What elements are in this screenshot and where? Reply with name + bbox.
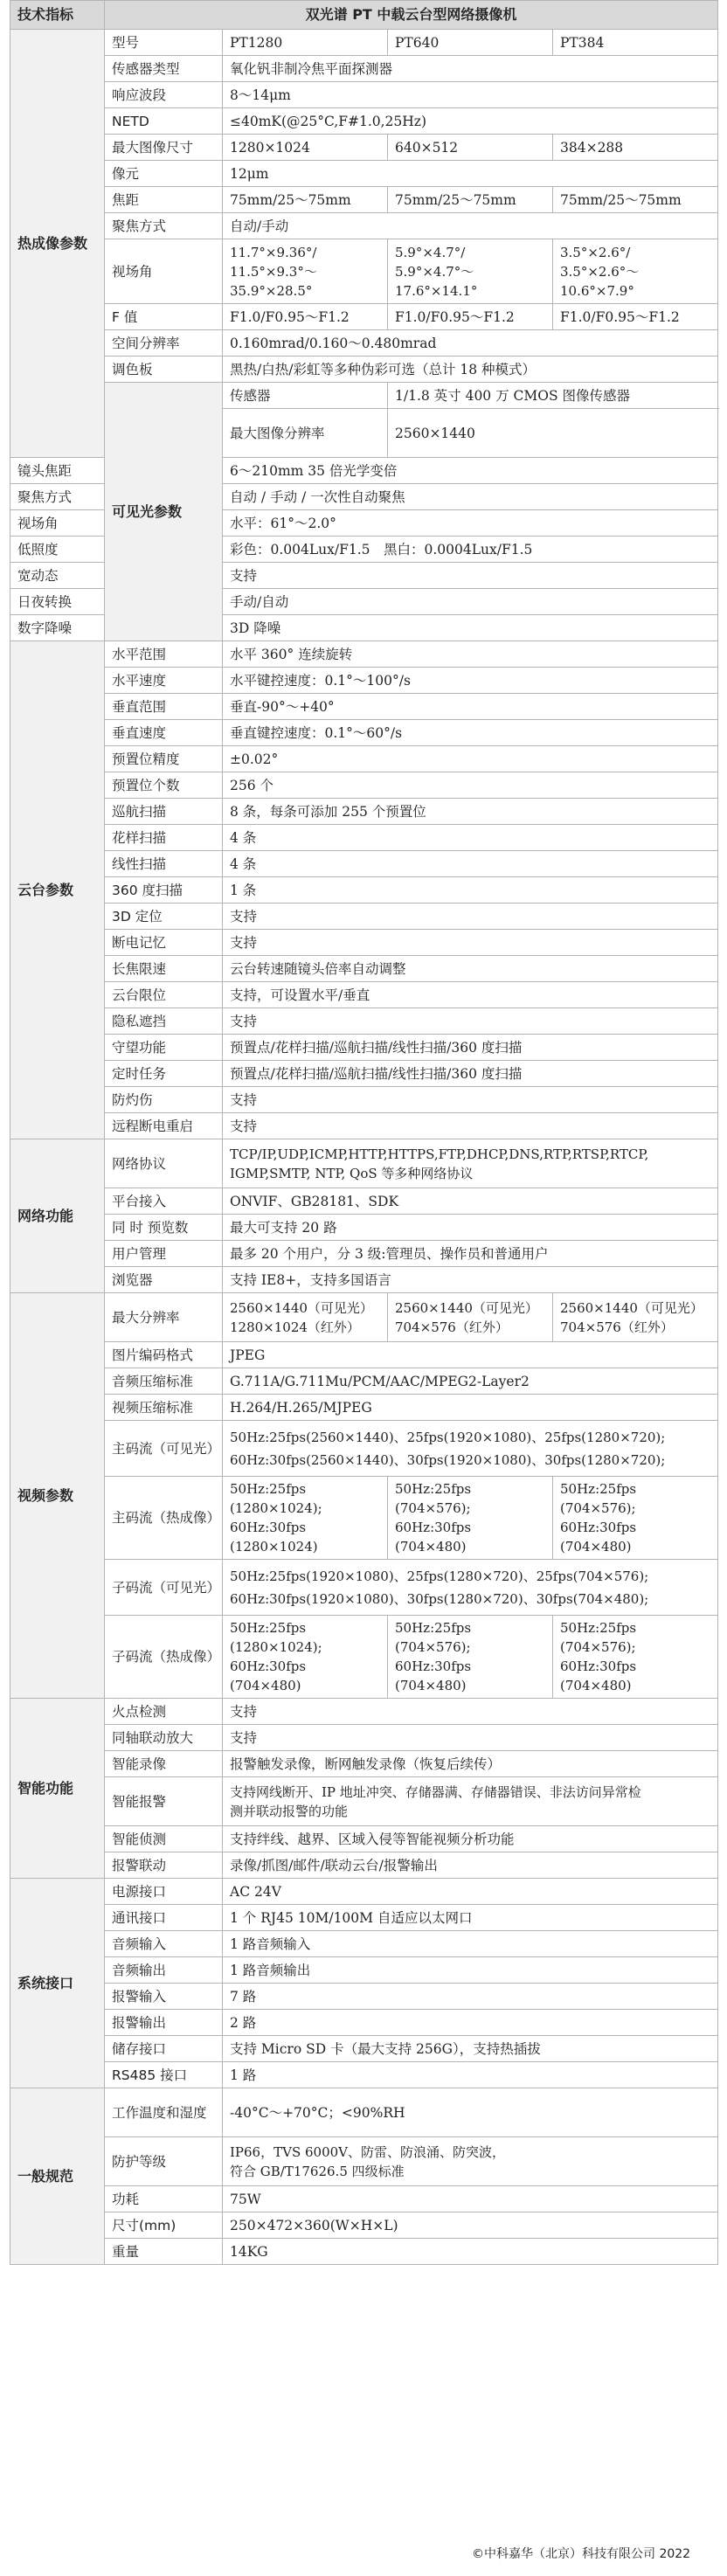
row-label: 3D 定位: [105, 904, 223, 930]
row-value: 预置点/花样扫描/巡航扫描/线性扫描/360 度扫描: [223, 1035, 718, 1061]
stream-line: 60Hz:30fps: [395, 1520, 472, 1535]
row-label: 垂直范围: [105, 694, 223, 720]
category-network: 网络功能: [10, 1139, 105, 1293]
table-row: [10, 1699, 718, 1725]
cell-value: 384×288: [553, 135, 718, 161]
row-label: 空间分辨率: [105, 330, 223, 357]
stream-line: (704×480): [395, 1539, 467, 1555]
table-row: [10, 383, 718, 409]
cell-value: [553, 1477, 718, 1560]
row-label: 像元: [105, 161, 223, 187]
table-row: [10, 1342, 718, 1368]
row-label: 水平范围: [105, 641, 223, 668]
cell-value: 75mm/25～75mm: [223, 187, 388, 213]
cell-value: [223, 1616, 388, 1699]
copyright-footer: ©中科嘉华（北京）科技有限公司 2022: [472, 2547, 691, 2561]
row-label: 尺寸(mm): [105, 2212, 223, 2239]
row-value: H.264/H.265/MJPEG: [223, 1395, 718, 1421]
table-row: [10, 82, 718, 108]
row-value: -40°C～+70°C；<90%RH: [223, 2088, 718, 2137]
stream-line: 60Hz:30fps: [230, 1520, 307, 1535]
table-row: [10, 2088, 718, 2137]
row-label: 长焦限速: [105, 956, 223, 982]
table-row: [10, 30, 718, 56]
spec-table: [10, 0, 718, 2265]
row-label: 音频输出: [105, 1957, 223, 1984]
row-label: 传感器: [223, 383, 388, 409]
row-label: 响应波段: [105, 82, 223, 108]
table-row: [10, 1215, 718, 1241]
table-row: [10, 746, 718, 772]
table-row: [10, 930, 718, 956]
model-3: PT384: [553, 30, 718, 56]
stream-line: (1280×1024);: [230, 1639, 322, 1655]
row-value: 8 条，每条可添加 255 个预置位: [223, 799, 718, 825]
row-value: 4 条: [223, 851, 718, 877]
row-value: 自动/手动: [223, 213, 718, 239]
category-general: 一般规范: [10, 2088, 105, 2265]
row-value: G.711A/G.711Mu/PCM/AAC/MPEG2-Layer2: [223, 1368, 718, 1395]
row-label: 同轴联动放大: [105, 1725, 223, 1751]
stream-line: (704×480): [230, 1678, 301, 1693]
table-row: [10, 1879, 718, 1905]
table-row: [10, 1477, 718, 1560]
stream-line: (1280×1024);: [230, 1500, 322, 1516]
table-row: [10, 1395, 718, 1421]
row-value: 12μm: [223, 161, 718, 187]
cell-value: F1.0/F0.95～F1.2: [553, 304, 718, 330]
row-value: 手动/自动: [223, 589, 718, 615]
table-row: [10, 357, 718, 383]
row-value: 14KG: [223, 2239, 718, 2265]
category-smart: 智能功能: [10, 1699, 105, 1879]
row-label: 线性扫描: [105, 851, 223, 877]
row-label: 型号: [105, 30, 223, 56]
table-row: [10, 851, 718, 877]
cell-value: [553, 1616, 718, 1699]
stream-line: 60Hz:30fps: [560, 1658, 637, 1674]
row-value: 支持: [223, 1113, 718, 1139]
row-label: 宽动态: [10, 563, 105, 589]
table-row: [10, 330, 718, 357]
row-value: 支持: [223, 563, 718, 589]
table-row: [10, 187, 718, 213]
cell-value: [553, 239, 718, 304]
row-label: 智能报警: [105, 1777, 223, 1826]
row-label: 音频输入: [105, 1931, 223, 1957]
row-value: 8～14μm: [223, 82, 718, 108]
row-label: 视频压缩标准: [105, 1395, 223, 1421]
stream-line: 50Hz:25fps: [230, 1481, 307, 1497]
row-value: 自动 / 手动 / 一次性自动聚焦: [223, 484, 718, 510]
row-label: 预置位个数: [105, 772, 223, 799]
row-label: 守望功能: [105, 1035, 223, 1061]
row-value: 1/1.8 英寸 400 万 CMOS 图像传感器: [388, 383, 718, 409]
cell-value: [223, 1477, 388, 1560]
stream-line: 60Hz:30fps(2560×1440)、30fps(1920×1080)、30fps(1280×720);: [230, 1451, 666, 1468]
table-header: [10, 1, 718, 30]
row-label: 隐私遮挡: [105, 1008, 223, 1035]
table-row: [10, 2036, 718, 2062]
stream-line: (704×480): [560, 1678, 632, 1693]
category-interface: 系统接口: [10, 1879, 105, 2088]
model-1: PT1280: [223, 30, 388, 56]
cell-value: [388, 1477, 553, 1560]
table-row: [10, 1267, 718, 1293]
cell-value: [388, 1616, 553, 1699]
fov-line: 17.6°×14.1°: [395, 282, 478, 299]
stream-line: 50Hz:25fps: [560, 1620, 637, 1636]
table-row: [10, 1852, 718, 1879]
table-row: [10, 56, 718, 82]
res-line: 1280×1024（红外）: [230, 1319, 360, 1335]
res-line: 704×576（红外）: [395, 1319, 509, 1335]
row-label: 主码流（可见光）: [105, 1421, 223, 1477]
fov-line: 5.9°×4.7°～: [395, 263, 474, 280]
table-row: [10, 2010, 718, 2036]
table-row: [10, 1616, 718, 1699]
cell-value: [388, 239, 553, 304]
table-row: [10, 1061, 718, 1087]
row-label: 低照度: [10, 537, 105, 563]
fov-line: 5.9°×4.7°/: [395, 244, 466, 260]
protect-line: 符合 GB/T17626.5 四级标准: [230, 2163, 405, 2179]
stream-line: (704×576);: [560, 1500, 636, 1516]
table-row: [10, 239, 718, 304]
row-label: 音频压缩标准: [105, 1368, 223, 1395]
row-label: 重量: [105, 2239, 223, 2265]
stream-line: 50Hz:25fps: [395, 1620, 472, 1636]
row-label: 报警联动: [105, 1852, 223, 1879]
row-value: 6～210mm 35 倍光学变倍: [223, 458, 718, 484]
row-value: 支持: [223, 1087, 718, 1113]
row-value: JPEG: [223, 1342, 718, 1368]
table-row: [10, 2137, 718, 2186]
cell-value: 75mm/25～75mm: [388, 187, 553, 213]
stream-line: 50Hz:25fps: [560, 1481, 637, 1497]
row-value: ±0.02°: [223, 746, 718, 772]
table-row: [10, 1905, 718, 1931]
row-value: 氧化钒非制冷焦平面探测器: [223, 56, 718, 82]
table-row: [10, 1293, 718, 1342]
row-label: 功耗: [105, 2186, 223, 2212]
row-value: [223, 1777, 718, 1826]
cell-value: 75mm/25～75mm: [553, 187, 718, 213]
header-title: 双光谱 PT 中载云台型网络摄像机: [105, 1, 718, 30]
row-value: 报警触发录像，断网触发录像（恢复后续传）: [223, 1751, 718, 1777]
res-line: 2560×1440（可见光）: [230, 1299, 373, 1316]
table-row: [10, 1751, 718, 1777]
fov-line: 11.5°×9.3°～: [230, 263, 317, 280]
cell-value: 640×512: [388, 135, 553, 161]
stream-line: (704×576);: [395, 1500, 471, 1516]
row-label: 花样扫描: [105, 825, 223, 851]
table-row: [10, 135, 718, 161]
stream-line: 50Hz:25fps(2560×1440)、25fps(1920×1080)、25fps(1280×720);: [230, 1429, 666, 1445]
row-label: 360 度扫描: [105, 877, 223, 904]
row-value: 75W: [223, 2186, 718, 2212]
res-line: 2560×1440（可见光）: [560, 1299, 703, 1316]
row-label: 远程断电重启: [105, 1113, 223, 1139]
row-value: 支持: [223, 1008, 718, 1035]
row-value: ONVIF、GB28181、SDK: [223, 1188, 718, 1215]
row-label: 用户管理: [105, 1241, 223, 1267]
table-row: [10, 799, 718, 825]
row-label: 定时任务: [105, 1061, 223, 1087]
row-value: ≤40mK(@25°C,F#1.0,25Hz): [223, 108, 718, 135]
row-value: 最多 20 个用户，分 3 级:管理员、操作员和普通用户: [223, 1241, 718, 1267]
row-value: 1 路音频输出: [223, 1957, 718, 1984]
row-value: 2 路: [223, 2010, 718, 2036]
cell-value: [223, 1293, 388, 1342]
row-label: 子码流（可见光）: [105, 1560, 223, 1616]
table-row: [10, 161, 718, 187]
cell-value: 1280×1024: [223, 135, 388, 161]
row-label: 子码流（热成像）: [105, 1616, 223, 1699]
row-label: NETD: [105, 108, 223, 135]
row-value: 0.160mrad/0.160～0.480mrad: [223, 330, 718, 357]
table-row: [10, 1241, 718, 1267]
row-value: 垂直-90°～+40°: [223, 694, 718, 720]
row-value: 垂直键控速度：0.1°～60°/s: [223, 720, 718, 746]
cell-value: F1.0/F0.95～F1.2: [223, 304, 388, 330]
stream-line: 50Hz:25fps: [395, 1481, 472, 1497]
row-value: 1 个 RJ45 10M/100M 自适应以太网口: [223, 1905, 718, 1931]
stream-line: (1280×1024): [230, 1539, 318, 1555]
row-value: 支持绊线、越界、区域入侵等智能视频分析功能: [223, 1826, 718, 1852]
fov-line: 3.5°×2.6°/: [560, 244, 631, 260]
row-value: [223, 2137, 718, 2186]
row-label: 日夜转换: [10, 589, 105, 615]
table-row: [10, 1008, 718, 1035]
row-label: 巡航扫描: [105, 799, 223, 825]
table-row: [10, 1087, 718, 1113]
row-label: 智能录像: [105, 1751, 223, 1777]
table-row: [10, 694, 718, 720]
row-label: 主码流（热成像）: [105, 1477, 223, 1560]
row-label: 视场角: [105, 239, 223, 304]
row-value: 3D 降噪: [223, 615, 718, 641]
stream-line: (704×480): [560, 1539, 632, 1555]
table-row: [10, 956, 718, 982]
table-row: [10, 668, 718, 694]
stream-line: 50Hz:25fps(1920×1080)、25fps(1280×720)、25fps(704×576);: [230, 1568, 649, 1584]
table-row: [10, 2239, 718, 2265]
table-row: [10, 1777, 718, 1826]
row-label: 断电记忆: [105, 930, 223, 956]
table-row: [10, 904, 718, 930]
row-label: 聚焦方式: [105, 213, 223, 239]
row-label: 火点检测: [105, 1699, 223, 1725]
header-left: 技术指标: [10, 1, 105, 30]
row-label: 视场角: [10, 510, 105, 537]
category-visible: 可见光参数: [105, 383, 223, 641]
row-label: 防护等级: [105, 2137, 223, 2186]
res-line: 2560×1440（可见光）: [395, 1299, 538, 1316]
table-row: [10, 304, 718, 330]
row-label: 通讯接口: [105, 1905, 223, 1931]
stream-line: (704×480): [395, 1678, 467, 1693]
row-label: 工作温度和湿度: [105, 2088, 223, 2137]
row-label: 焦距: [105, 187, 223, 213]
row-label: 网络协议: [105, 1139, 223, 1188]
row-value: 4 条: [223, 825, 718, 851]
alarm-line: 测并联动报警的功能: [230, 1803, 349, 1819]
protocol-line: TCP/IP,UDP,ICMP,HTTP,HTTPS,FTP,DHCP,DNS,RTP,RTSP,RTCP,: [230, 1146, 649, 1162]
table-row: [10, 982, 718, 1008]
table-row: [10, 720, 718, 746]
row-label: 电源接口: [105, 1879, 223, 1905]
category-video: 视频参数: [10, 1293, 105, 1699]
table-row: [10, 1957, 718, 1984]
row-label: 储存接口: [105, 2036, 223, 2062]
row-label: 聚焦方式: [10, 484, 105, 510]
model-2: PT640: [388, 30, 553, 56]
row-value: [223, 1421, 718, 1477]
row-label: 智能侦测: [105, 1826, 223, 1852]
row-value: 支持 IE8+，支持多国语言: [223, 1267, 718, 1293]
row-value: 250×472×360(W×H×L): [223, 2212, 718, 2239]
stream-line: (704×576);: [395, 1639, 471, 1655]
table-row: [10, 1139, 718, 1188]
row-value: 录像/抓图/邮件/联动云台/报警输出: [223, 1852, 718, 1879]
row-value: 256 个: [223, 772, 718, 799]
row-value: 支持: [223, 930, 718, 956]
row-label: RS485 接口: [105, 2062, 223, 2088]
row-value: [223, 1139, 718, 1188]
row-label: 云台限位: [105, 982, 223, 1008]
protect-line: IP66，TVS 6000V、防雷、防浪涌、防突波，: [230, 2143, 505, 2160]
cell-value: [223, 239, 388, 304]
row-value: 预置点/花样扫描/巡航扫描/线性扫描/360 度扫描: [223, 1061, 718, 1087]
cell-value: [388, 1293, 553, 1342]
table-row: [10, 1725, 718, 1751]
row-label: 最大图像尺寸: [105, 135, 223, 161]
table-row: [10, 1560, 718, 1616]
row-label: 图片编码格式: [105, 1342, 223, 1368]
table-row: [10, 1421, 718, 1477]
table-row: [10, 1984, 718, 2010]
fov-line: 11.7°×9.36°/: [230, 244, 317, 260]
row-value: 支持: [223, 1699, 718, 1725]
protocol-line: IGMP,SMTP, NTP, QoS 等多种网络协议: [230, 1165, 474, 1181]
stream-line: 60Hz:30fps: [230, 1658, 307, 1674]
row-label: 报警输入: [105, 1984, 223, 2010]
row-value: AC 24V: [223, 1879, 718, 1905]
table-row: [10, 825, 718, 851]
row-label: 数字降噪: [10, 615, 105, 641]
category-thermal: 热成像参数: [10, 30, 105, 458]
row-label: 传感器类型: [105, 56, 223, 82]
stream-line: (704×576);: [560, 1639, 636, 1655]
row-label: 平台接入: [105, 1188, 223, 1215]
row-value: 黑热/白热/彩虹等多种伪彩可选（总计 18 种模式）: [223, 357, 718, 383]
fov-line: 35.9°×28.5°: [230, 282, 313, 299]
cell-value: F1.0/F0.95～F1.2: [388, 304, 553, 330]
row-value: 支持 Micro SD 卡（最大支持 256G），支持热插拔: [223, 2036, 718, 2062]
row-label: 最大分辨率: [105, 1293, 223, 1342]
row-value: 1 路: [223, 2062, 718, 2088]
table-row: [10, 1188, 718, 1215]
row-value: 水平键控速度：0.1°～100°/s: [223, 668, 718, 694]
row-value: 支持: [223, 904, 718, 930]
stream-line: 50Hz:25fps: [230, 1620, 307, 1636]
row-label: 最大图像分辨率: [223, 409, 388, 458]
stream-line: 60Hz:30fps(1920×1080)、30fps(1280×720)、30fps(704×480);: [230, 1590, 649, 1607]
alarm-line: 支持网线断开、IP 地址冲突、存储器满、存储器错误、非法访问异常检: [230, 1783, 641, 1800]
row-value: [223, 1560, 718, 1616]
row-label: 预置位精度: [105, 746, 223, 772]
row-value: 1 条: [223, 877, 718, 904]
table-row: [10, 213, 718, 239]
table-row: [10, 772, 718, 799]
row-label: F 值: [105, 304, 223, 330]
table-row: [10, 641, 718, 668]
res-line: 704×576（红外）: [560, 1319, 674, 1335]
table-row: [10, 1826, 718, 1852]
category-ptz: 云台参数: [10, 641, 105, 1139]
row-label: 报警输出: [105, 2010, 223, 2036]
row-value: 最大可支持 20 路: [223, 1215, 718, 1241]
fov-line: 3.5°×2.6°～10.6°×7.9°: [560, 263, 640, 299]
row-value: 支持，可设置水平/垂直: [223, 982, 718, 1008]
table-row: [10, 877, 718, 904]
row-value: 彩色：0.004Lux/F1.5 黑白：0.0004Lux/F1.5: [223, 537, 718, 563]
table-row: [10, 2212, 718, 2239]
row-value: 水平：61°～2.0°: [223, 510, 718, 537]
row-value: 2560×1440: [388, 409, 718, 458]
row-label: 防灼伤: [105, 1087, 223, 1113]
row-value: 云台转速随镜头倍率自动调整: [223, 956, 718, 982]
table-row: [10, 2062, 718, 2088]
row-label: 垂直速度: [105, 720, 223, 746]
row-value: 7 路: [223, 1984, 718, 2010]
stream-line: 60Hz:30fps: [395, 1658, 472, 1674]
table-row: [10, 1368, 718, 1395]
cell-value: [553, 1293, 718, 1342]
row-label: 同 时 预览数: [105, 1215, 223, 1241]
row-label: 镜头焦距: [10, 458, 105, 484]
table-row: [10, 1113, 718, 1139]
table-row: [10, 1931, 718, 1957]
table-row: [10, 1035, 718, 1061]
row-label: 浏览器: [105, 1267, 223, 1293]
table-row: [10, 2186, 718, 2212]
row-value: 1 路音频输入: [223, 1931, 718, 1957]
row-label: 调色板: [105, 357, 223, 383]
row-value: 水平 360° 连续旋转: [223, 641, 718, 668]
stream-line: 60Hz:30fps: [560, 1520, 637, 1535]
row-value: 支持: [223, 1725, 718, 1751]
row-label: 水平速度: [105, 668, 223, 694]
table-row: [10, 108, 718, 135]
